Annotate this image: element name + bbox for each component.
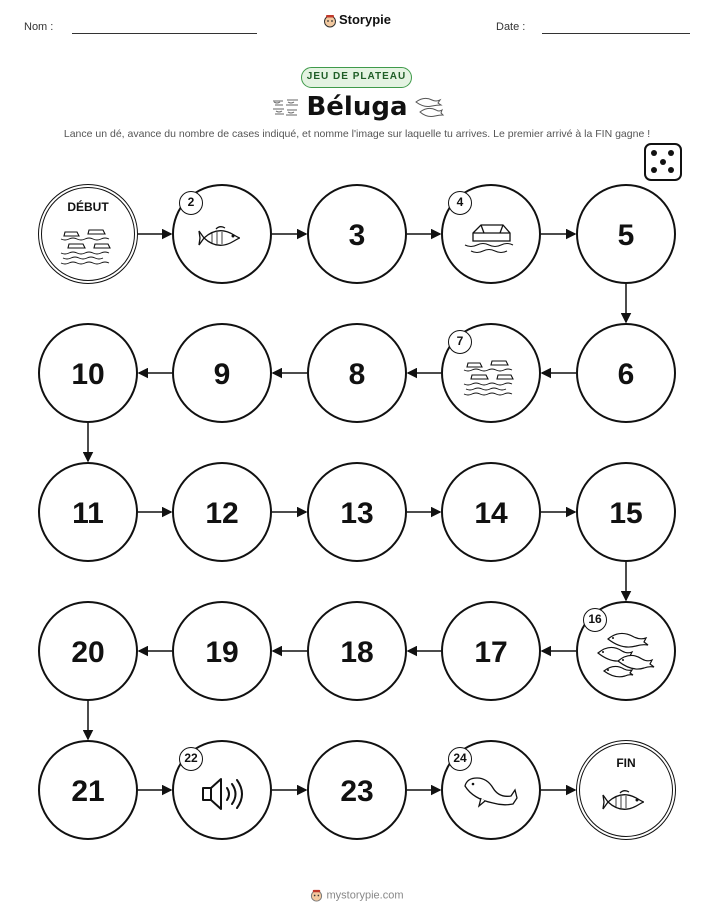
fish-icon [602, 787, 650, 817]
instructions: Lance un dé, avance du nombre de cases indiqué, et nomme l'image sur laquelle tu arrives. Le premier arrivé à la FIN gagne ! [63, 128, 651, 140]
cell-number: 12 [205, 497, 239, 530]
brand-name: Storypie [338, 12, 391, 27]
cell-number: 5 [617, 219, 635, 252]
cell-number-badge: 22 [179, 747, 203, 771]
cell-number: 8 [348, 358, 366, 391]
fish-icon [198, 223, 246, 253]
cell-number: 14 [474, 497, 508, 530]
board-cell-21[interactable] [38, 740, 138, 840]
board-cell-19[interactable] [172, 601, 272, 701]
board-cell-5[interactable] [576, 184, 676, 284]
ice-floes-icon [462, 357, 520, 397]
date-label: Date : [496, 21, 526, 33]
board-cell-20[interactable] [38, 601, 138, 701]
board-cell-12[interactable] [172, 462, 272, 562]
start-cell[interactable] [38, 184, 138, 284]
board-cell-11[interactable] [38, 462, 138, 562]
end-cell[interactable] [576, 740, 676, 840]
cell-number: 11 [72, 497, 104, 530]
name-label: Nom : [24, 21, 54, 33]
cell-number-badge: 16 [583, 608, 607, 632]
cell-number: 20 [71, 636, 105, 669]
end-label: FIN [616, 756, 636, 770]
cell-number: 13 [340, 497, 374, 530]
cell-number: 21 [71, 775, 105, 808]
cell-number: 6 [617, 358, 635, 391]
cell-number: 3 [348, 219, 366, 252]
footer [0, 889, 714, 902]
board-cell-16[interactable] [576, 601, 676, 701]
cell-number-badge: 7 [448, 330, 472, 354]
board-cell-17[interactable] [441, 601, 541, 701]
start-label: DÉBUT [67, 200, 109, 214]
game-type-badge: JEU DE PLATEAU [301, 67, 412, 88]
cell-number-badge: 4 [448, 191, 472, 215]
board-cell-14[interactable] [441, 462, 541, 562]
board-cell-13[interactable] [307, 462, 407, 562]
page-title: Béluga [306, 92, 408, 122]
board-cell-22[interactable] [172, 740, 272, 840]
board-cell-3[interactable] [307, 184, 407, 284]
cell-number: 10 [71, 358, 105, 391]
board-cell-10[interactable] [38, 323, 138, 423]
cell-number: 19 [205, 636, 239, 669]
storypie-mascot-icon [310, 889, 323, 902]
board-cell-24[interactable] [441, 740, 541, 840]
cell-number-badge: 2 [179, 191, 203, 215]
board-cell-8[interactable] [307, 323, 407, 423]
board-cell-18[interactable] [307, 601, 407, 701]
cell-number-badge: 24 [448, 747, 472, 771]
board-cell-7[interactable] [441, 323, 541, 423]
board-cell-4[interactable] [441, 184, 541, 284]
cell-number: 15 [609, 497, 643, 530]
beluga-icon [461, 774, 521, 814]
board-cell-2[interactable] [172, 184, 272, 284]
footer-url[interactable]: mystorypie.com [326, 889, 404, 902]
speaker-icon [199, 774, 245, 814]
board-cell-15[interactable] [576, 462, 676, 562]
cell-number: 17 [474, 636, 508, 669]
cell-number: 18 [340, 636, 374, 669]
ice-block-icon [463, 221, 519, 255]
cell-number: 9 [213, 358, 231, 391]
ice-floes-icon [59, 226, 117, 266]
cell-number: 23 [340, 775, 374, 808]
board-cell-9[interactable] [172, 323, 272, 423]
board-cell-23[interactable] [307, 740, 407, 840]
board-cell-6[interactable] [576, 323, 676, 423]
beluga-group-icon [594, 627, 658, 683]
